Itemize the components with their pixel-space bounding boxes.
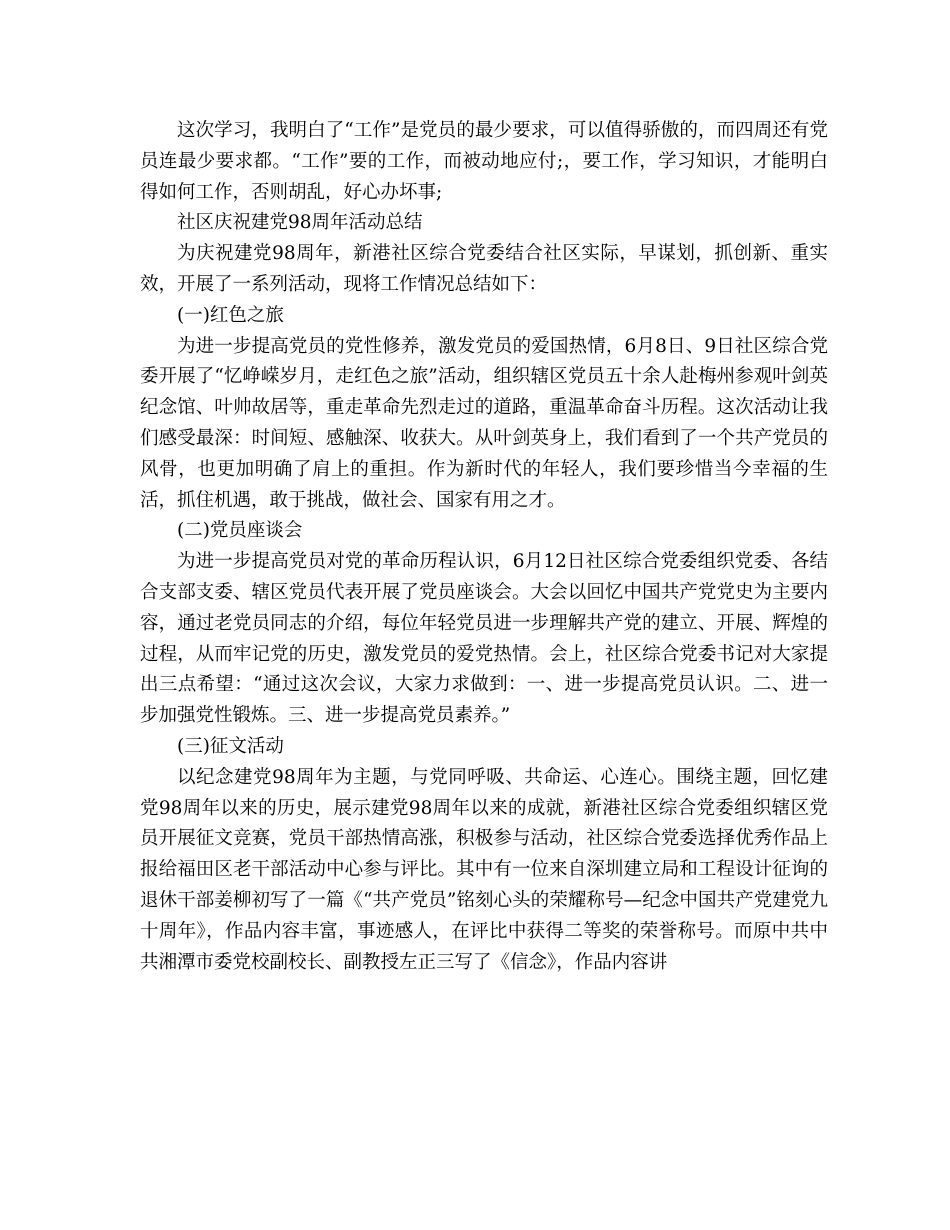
paragraph-intro: 这次学习，我明白了“工作”是党员的最少要求，可以值得骄傲的，而四周还有党员连最少要求都。“工作”要的工作，而被动地应付;，要工作，学习知识，才能明白得如何工作，否则胡乱，好心办坏事; <box>140 120 828 203</box>
subsection-heading-red-tour: (一)红色之旅 <box>177 304 284 326</box>
paragraph-forum: 为进一步提高党员对党的革命历程认识，6月12日社区综合党委组织党委、各结合支部支委、辖区党员代表开展了党员座谈会。大会以回忆中国共产党党史为主要内容，通过老党员同志的介绍，每位年轻党员进一步理解共产党的建立、开展、辉煌的过程，从而牢记党的历史，激发党员的爱党热情。会上，社区综合党委书记对大家提出三点希望：“通过这次会议，大家力求做到：一、进一步提高党员认识。二、进一步加强党性锻炼。三、进一步提高党员素养。” <box>140 551 828 727</box>
section-title: 社区庆祝建党98周年活动总结 <box>177 212 423 234</box>
subsection-heading-forum: (二)党员座谈会 <box>177 520 303 542</box>
paragraph-overview: 为庆祝建党98周年，新港社区综合党委结合社区实际，早谋划，抓创新、重实效，开展了一系列活动，现将工作情况总结如下： <box>140 243 828 295</box>
document-body <box>140 116 828 978</box>
subsection-heading-essay: (三)征文活动 <box>177 735 284 757</box>
paragraph-essay: 以纪念建党98周年为主题，与党同呼吸、共命运、心连心。围绕主题，回忆建党98周年以来的历史，展示建党98周年以来的成就，新港社区综合党委组织辖区党员开展征文竞赛，党员干部热情高涨，积极参与活动，社区综合党委选择优秀作品上报给福田区老干部活动中心参与评比。其中有一位来自深圳建立局和工程设计征询的退休干部姜柳初写了一篇《“共产党员”铭刻心头的荣耀称号—纪念中国共产党建党九十周年》，作品内容丰富，事迹感人，在评比中获得二等奖的荣誉称号。而原中共中共湘潭市委党校副校长、副教授左正三写了《信念》，作品内容讲 <box>140 766 828 973</box>
paragraph-red-tour: 为进一步提高党员的党性修养，激发党员的爱国热情，6月8日、9日社区综合党委开展了“忆峥嵘岁月，走红色之旅”活动，组织辖区党员五十余人赴梅州参观叶剑英纪念馆、叶帅故居等，重走革命先烈走过的道路，重温革命奋斗历程。这次活动让我们感受最深：时间短、感触深、收获大。从叶剑英身上，我们看到了一个共产党员的风骨，也更加明确了肩上的重担。作为新时代的年轻人，我们要珍惜当今幸福的生活，抓住机遇，敢于挑战，做社会、国家有用之才。 <box>140 335 828 511</box>
